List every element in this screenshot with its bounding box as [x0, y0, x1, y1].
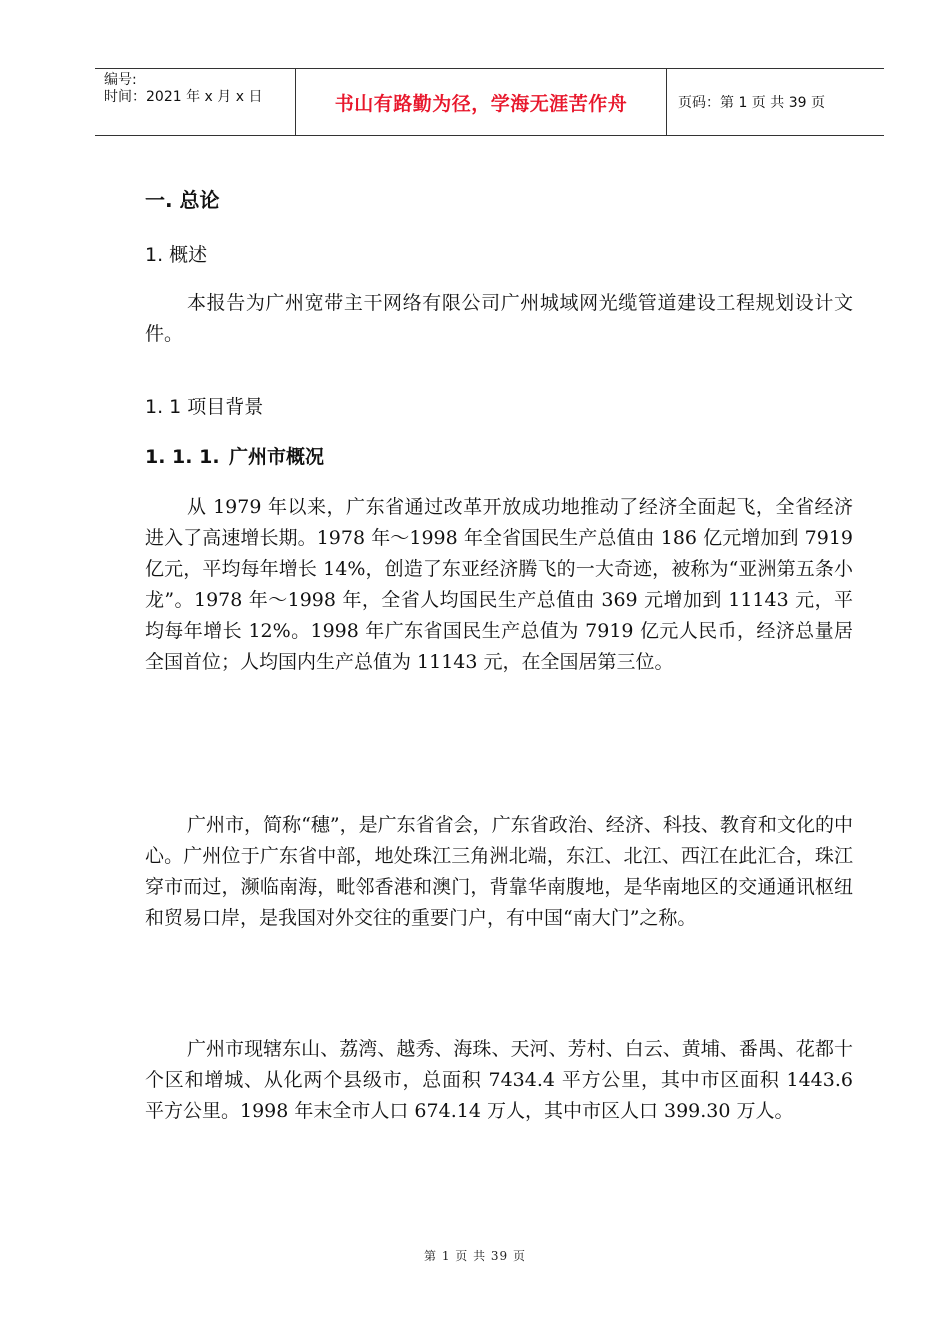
paragraph-economy: 从 1979 年以来，广东省通过改革开放成功地推动了经济全面起飞，全省经济进入了高速增长期。1978 年～1998 年全省国民生产总值由 186 亿元增加到 7919 亿元，平均每年增长 14%，创造了东亚经济腾飞的一大奇迹，被称为“亚洲第五条小龙”。1978 年～1998 年，全省人均国民生产总值由 369 元增加到 11143 元，平均每年增长 12%。1998 年广东省国民生产总值为 7919 亿元人民币，经济总量居全国首位；人均国内生产总值为 11143 元，在全国居第三位。: [145, 496, 853, 673]
page-header: [95, 68, 884, 136]
header-motto: 书山有路勤为径，学海无涯苦作舟: [296, 69, 667, 135]
header-meta: [95, 69, 296, 135]
subsection-guangzhou-heading: [145, 442, 324, 469]
page-footer: 第 1 页 共 39 页: [424, 1249, 526, 1263]
header-page-info: 页码：第 1 页 共 39 页: [678, 95, 825, 111]
paragraph-overview: 本报告为广州宽带主干网络有限公司广州城域网光缆管道建设工程规划设计文件。: [145, 292, 853, 345]
paragraph-city-intro: 广州市，简称“穗”，是广东省省会，广东省政治、经济、科技、教育和文化的中心。广州位于广东省中部，地处珠江三角洲北端，东江、北江、西江在此汇合，珠江穿市而过，濒临南海，毗邻香港和澳门，背靠华南腹地，是华南地区的交通通讯枢纽和贸易口岸，是我国对外交往的重要门户，有中国“南大门”之称。: [145, 814, 853, 929]
section-title: 一. 总论: [145, 188, 220, 212]
document-date: 时间：2021 年 x 月 x 日: [104, 89, 263, 105]
paragraph-districts: 广州市现辖东山、荔湾、越秀、海珠、天河、芳村、白云、黄埔、番禺、花都十个区和增城、从化两个县级市，总面积 7434.4 平方公里，其中市区面积 1443.6 平方公里。1998 年末全市人口 674.14 万人，其中市区人口 399.30 万人。: [145, 1038, 853, 1122]
subsection-background-title: 1. 1 项目背景: [145, 396, 264, 418]
subsection-guangzhou-title: 广州市概况: [229, 446, 325, 468]
subsection-number: 1. 1. 1.: [145, 446, 220, 468]
document-number-label: 编号:: [104, 72, 137, 88]
subsection-overview-title: 1. 概述: [145, 244, 208, 266]
